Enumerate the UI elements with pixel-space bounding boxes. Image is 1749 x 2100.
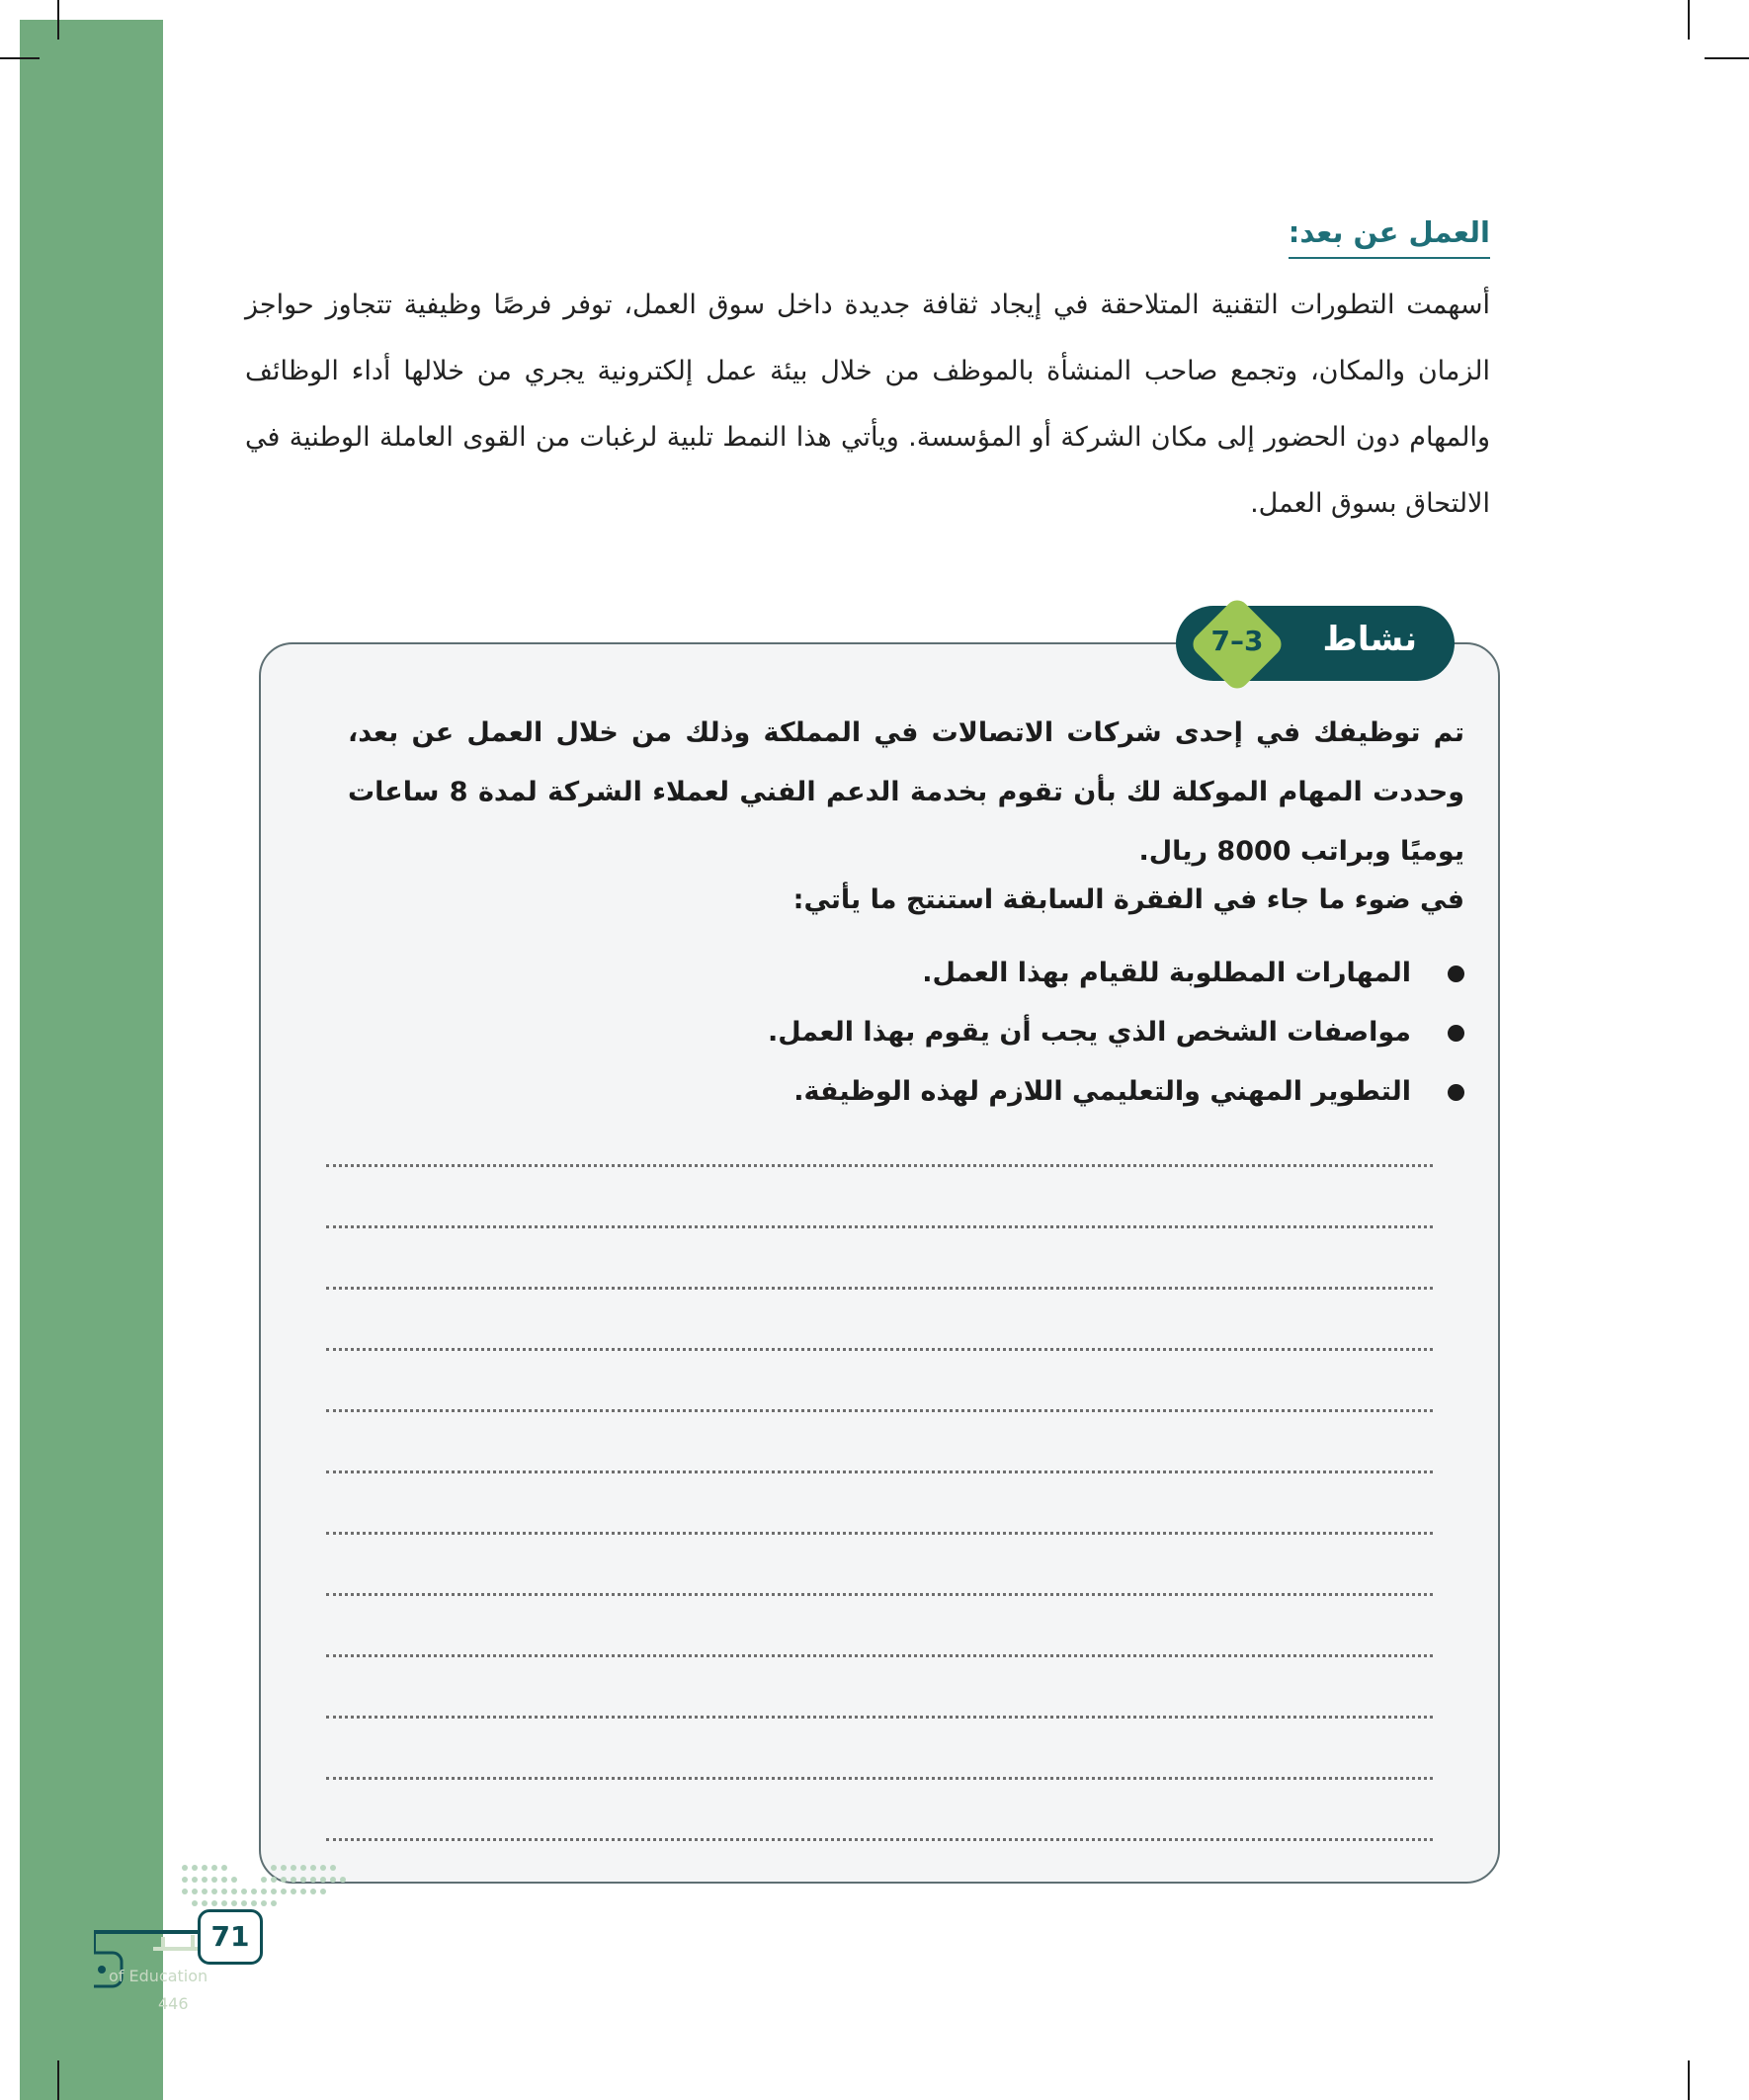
answer-line[interactable]	[326, 1777, 1433, 1780]
side-color-band	[20, 20, 163, 2100]
bullet-item	[348, 1003, 1464, 1062]
bullet-list	[348, 944, 1464, 1122]
bullet-item	[348, 944, 1464, 1003]
answer-line[interactable]	[326, 1348, 1433, 1351]
crop-mark	[1688, 0, 1690, 40]
activity-prompt: في ضوء ما جاء في الفقرة السابقة استنتج ما يأتي:	[792, 884, 1464, 915]
bullet-text: المهارات المطلوبة للقيام بهذا العمل.	[922, 958, 1411, 988]
activity-number-badge	[1194, 601, 1281, 688]
answer-line[interactable]	[326, 1409, 1433, 1412]
answer-line[interactable]	[326, 1838, 1433, 1841]
logo-year: 446	[158, 1994, 189, 2013]
answer-line[interactable]	[326, 1593, 1433, 1596]
logo-caption: of Education	[109, 1967, 208, 1985]
page-number: 71	[198, 1909, 263, 1965]
bullet-text: التطوير المهني والتعليمي اللازم لهذه الوظيفة.	[793, 1076, 1411, 1107]
crop-mark	[57, 0, 59, 40]
crop-mark	[0, 57, 40, 59]
answer-line[interactable]	[326, 1532, 1433, 1535]
bullet-dot-icon	[1448, 966, 1464, 982]
crop-mark	[1705, 57, 1749, 59]
answer-line[interactable]	[326, 1470, 1433, 1473]
section-title: العمل عن بعد:	[1289, 215, 1490, 259]
bullet-text: مواصفات الشخص الذي يجب أن يقوم بهذا العمل.	[767, 1017, 1411, 1048]
crop-mark	[1688, 2060, 1690, 2100]
activity-label: نشاط	[1322, 620, 1417, 659]
bullet-dot-icon	[1448, 1084, 1464, 1101]
activity-text: تم توظيفك في إحدى شركات الاتصالات في المملكة وذلك من خلال العمل عن بعد، وحددت المهام الموكلة لك بأن تقوم بخدمة الدعم الفني لعملاء الشركة لمدة 8 ساعات يوميًا وبراتب 8000 ريال.	[348, 717, 1464, 867]
answer-line[interactable]	[326, 1164, 1433, 1167]
bullet-dot-icon	[1448, 1025, 1464, 1042]
crop-mark	[57, 2060, 59, 2100]
bullet-item	[348, 1062, 1464, 1122]
intro-paragraph: أسهمت التطورات التقنية المتلاحقة في إيجاد ثقافة جديدة داخل سوق العمل، توفر فرصًا وظيفية تتجاوز حواجز الزمان والمكان، وتجمع صاحب المنشأة بالموظف من خلال بيئة عمل إلكترونية يجري من خلالها أداء الوظائف والمهام دون الحضور إلى مكان الشركة أو المؤسسة. ويأتي هذا النمط تلبية لرغبات من القوى العاملة الوطنية في الالتحاق بسوق العمل.	[245, 290, 1490, 519]
answer-line[interactable]	[326, 1287, 1433, 1290]
answer-line[interactable]	[326, 1716, 1433, 1719]
activity-number: 7–3	[1210, 625, 1264, 657]
answer-line[interactable]	[326, 1225, 1433, 1228]
answer-line[interactable]	[326, 1654, 1433, 1657]
